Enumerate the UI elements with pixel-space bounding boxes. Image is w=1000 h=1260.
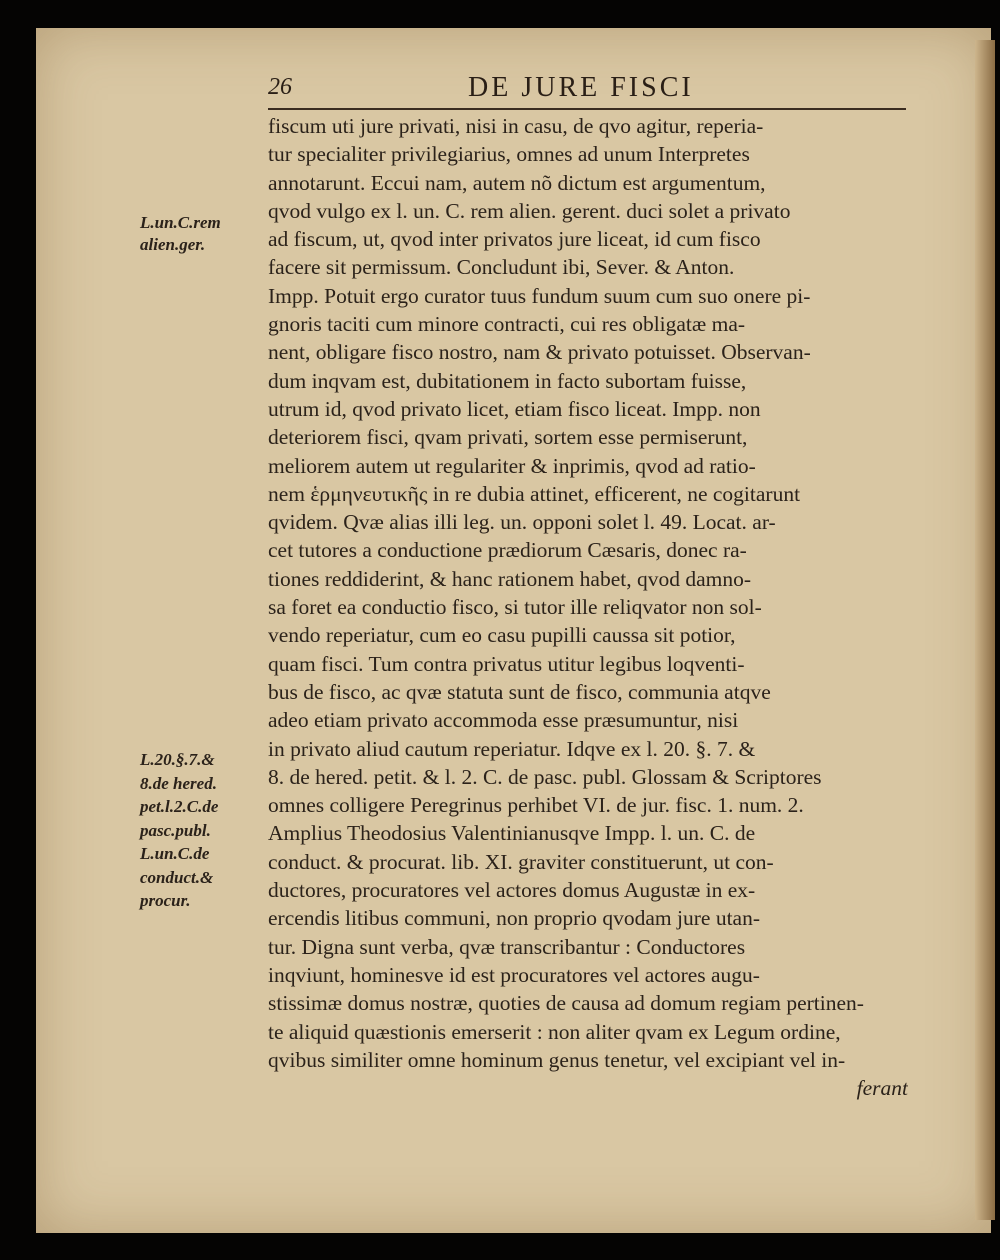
text-line: adeo etiam privato accommoda esse præsumuntur, nisi [268,708,739,733]
text-line: tur specialiter privilegiarius, omnes ad unum Interpretes [268,142,750,167]
text-line: utrum id, qvod privato licet, etiam fisco liceat. Impp. non [268,396,761,421]
margin-note-2 [140,748,262,913]
margin-note-line: pasc.publ. [140,820,211,840]
margin-note-line: L.un.C.de [140,844,210,863]
text-line: quam fisci. Tum contra privatus utitur legibus loqventi- [268,651,745,676]
running-head: DE JURE FISCI [468,72,694,103]
text-line: stissimæ domus nostræ, quoties de causa ad domum regiam pertinen- [268,991,864,1016]
text-line: annotarunt. Eccui nam, autem nõ dictum est argumentum, [268,170,766,195]
text-line: Impp. Potuit ergo curator tuus fundum suum cum suo onere pi- [268,283,811,308]
text-line: nent, obligare fisco nostro, nam & privato potuisset. Observan- [268,340,811,365]
text-line: tiones reddiderint, & hanc rationem habet, qvod damno- [268,566,752,591]
text-line: ductores, procuratores vel actores domus Augustæ in ex- [268,878,756,903]
text-line: vendo reperiatur, cum eo casu pupilli caussa sit potior, [268,623,736,648]
text-line: facere sit permissum. Concludunt ibi, Sever. & Anton. [268,255,735,280]
page-edge [975,40,995,1220]
text-line: cet tutores a conductione prædiorum Cæsaris, donec ra- [268,538,747,563]
text-line: 8. de hered. petit. & l. 2. C. de pasc. publ. Glossam & Scriptores [268,764,822,789]
text-line: gnoris taciti cum minore contracti, cui res obligatæ ma- [268,312,746,337]
margin-note-line: 8.de hered. [140,773,217,793]
text-line: meliorem autem ut regulariter & inprimis, qvod ad ratio- [268,453,756,478]
catchword: ferant [856,1076,908,1101]
margin-note-1 [140,212,262,256]
text-line: qvidem. Qvæ alias illi leg. un. opponi solet l. 49. Locat. ar- [268,510,776,535]
page-header [268,70,908,110]
margin-note-line: L.20.§.7.& [140,750,215,769]
header-rule [268,108,906,110]
body-text [268,112,908,1102]
text-line: conduct. & procurat. lib. XI. graviter constituerunt, ut con- [268,849,774,874]
text-line: dum inqvam est, dubitationem in facto subortam fuisse, [268,368,747,393]
margin-note-line: L.un.C.rem [140,213,221,232]
margin-note-line: procur. [140,891,191,910]
text-line: omnes colligere Peregrinus perhibet VI. de jur. fisc. 1. num. 2. [268,793,804,818]
text-line: bus de fisco, ac qvæ statuta sunt de fisco, communia atqve [268,679,771,704]
text-line: fiscum uti jure privati, nisi in casu, de qvo agitur, reperia- [268,114,764,138]
text-line: sa foret ea conductio fisco, si tutor ille reliqvator non sol- [268,595,762,620]
margin-note-line: alien.ger. [140,235,206,254]
text-line: Amplius Theodosius Valentinianusqve Impp. l. un. C. de [268,821,756,846]
text-line: ad fiscum, ut, qvod inter privatos jure liceat, id cum fisco [268,227,761,252]
text-line: te aliquid quæstionis emerserit : non aliter qvam ex Legum ordine, [268,1019,841,1044]
page-number: 26 [268,74,292,100]
text-line: tur. Digna sunt verba, qvæ transcribantur : Conductores [268,934,746,959]
margin-note-line: pet.l.2.C.de [140,797,219,816]
margin-note-line: conduct.& [140,867,214,887]
text-line: in privato aliud cautum reperiatur. Idqve ex l. 20. §. 7. & [268,736,756,761]
text-line: qvibus similiter omne hominum genus tenetur, vel excipiant vel in- [268,1047,846,1072]
text-line: qvod vulgo ex l. un. C. rem alien. gerent. duci solet a privato [268,198,791,223]
text-line: nem ἑρμηνευτικῆς in re dubia attinet, efficerent, ne cogitarunt [268,481,801,506]
text-line: deteriorem fisci, qvam privati, sortem esse permiserunt, [268,425,748,450]
text-line: inqviunt, hominesve id est procuratores vel actores augu- [268,962,760,987]
text-line: ercendis litibus communi, non proprio qvodam jure utan- [268,906,761,931]
